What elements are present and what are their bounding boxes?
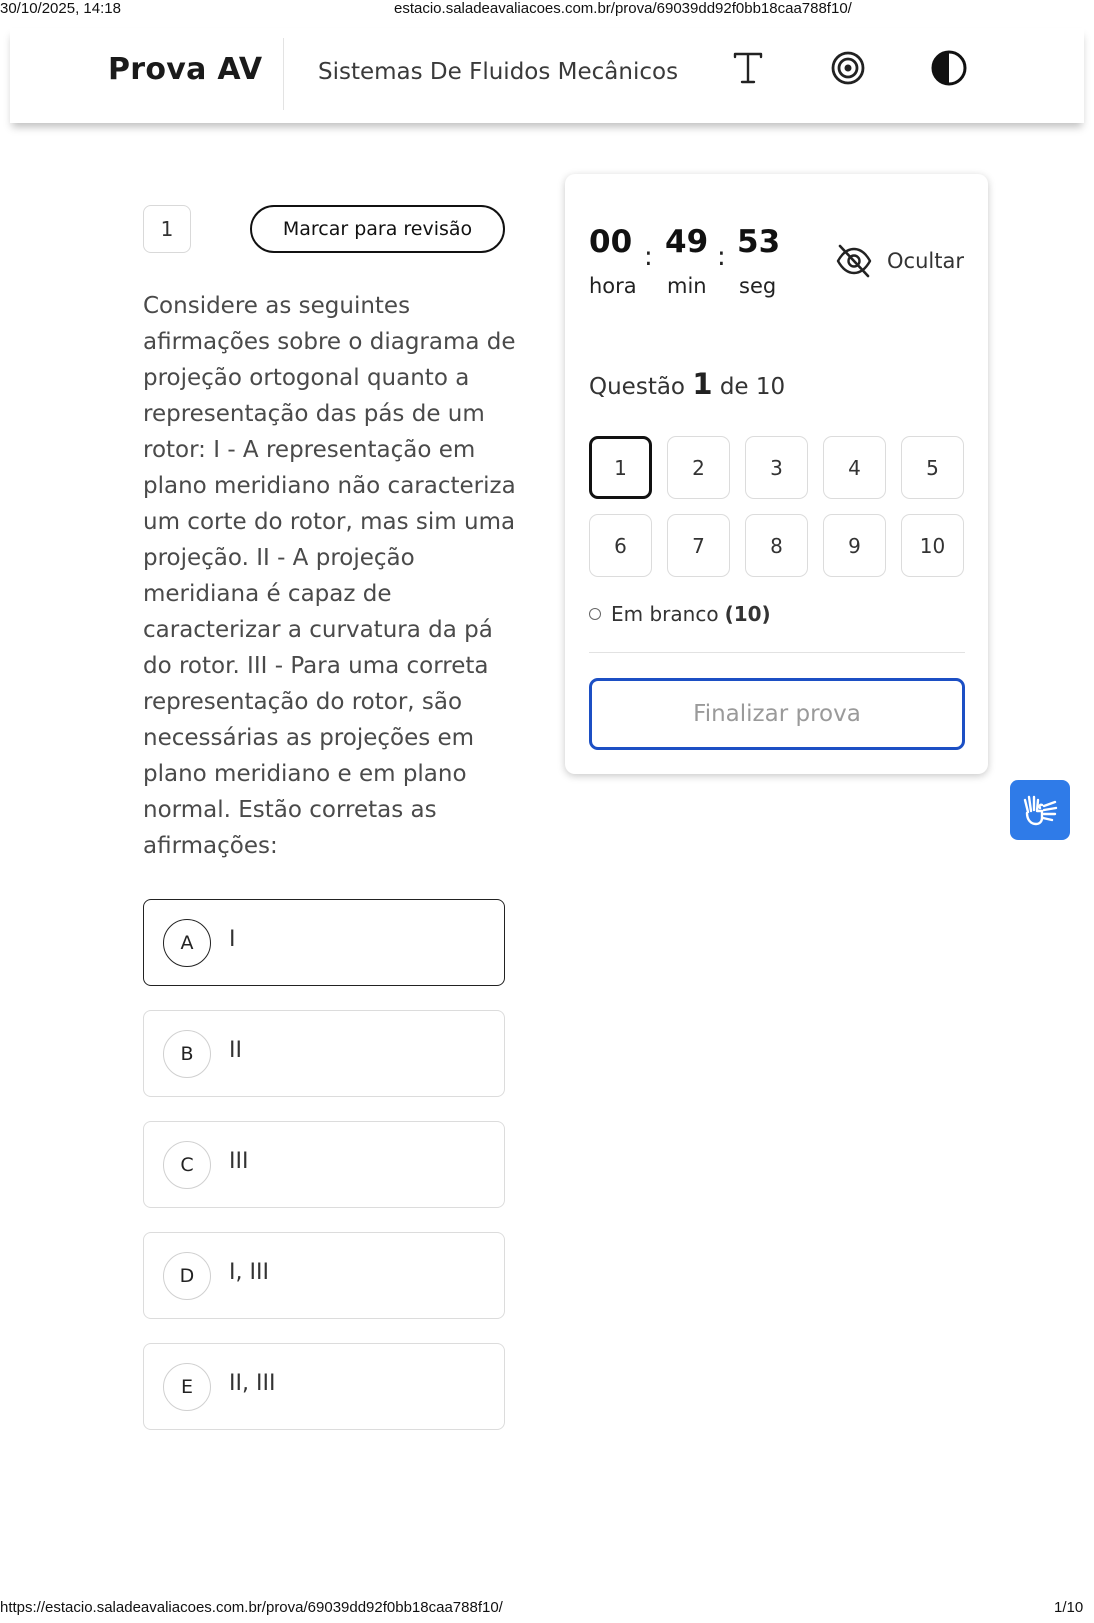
eye-off-icon [835, 242, 873, 280]
option-b[interactable] [143, 1010, 505, 1097]
exam-panel [565, 174, 988, 774]
question-nav-7[interactable]: 7 [667, 514, 730, 577]
hide-timer-button[interactable] [835, 242, 964, 280]
question-nav-5[interactable]: 5 [901, 436, 964, 499]
option-letter: B [163, 1030, 211, 1078]
timer-hours-label: hora [589, 274, 637, 298]
blank-status-icon [589, 608, 601, 620]
question-nav-4[interactable]: 4 [823, 436, 886, 499]
timer-minutes-label: min [667, 274, 707, 298]
print-datetime: 30/10/2025, 14:18 [0, 0, 121, 17]
timer-separator: : [717, 242, 726, 272]
question-nav-2[interactable]: 2 [667, 436, 730, 499]
finish-exam-button[interactable]: Finalizar prova [589, 678, 965, 750]
focus-target-icon[interactable] [828, 48, 868, 88]
option-text: I, III [229, 1260, 269, 1285]
option-e[interactable] [143, 1343, 505, 1430]
blank-count: (10) [724, 602, 771, 626]
question-counter-prefix: Questão [589, 374, 685, 400]
question-counter-current: 1 [692, 367, 713, 401]
option-text: III [229, 1149, 249, 1174]
hide-timer-label: Ocultar [887, 249, 964, 273]
question-nav-10[interactable]: 10 [901, 514, 964, 577]
timer-separator: : [644, 242, 653, 272]
print-page-number: 1/10 [1054, 1599, 1084, 1616]
option-a[interactable] [143, 899, 505, 986]
option-text: II [229, 1038, 242, 1063]
question-nav-1[interactable]: 1 [589, 436, 652, 499]
top-bar [10, 28, 1084, 123]
question-nav-9[interactable]: 9 [823, 514, 886, 577]
subject-title: Sistemas De Fluidos Mecânicos [318, 59, 679, 85]
panel-divider [589, 652, 965, 653]
print-footer-url: https://estacio.saladeavaliacoes.com.br/prova/69039dd92f0bb18caa788f10/ [0, 1599, 503, 1616]
option-text: I [229, 927, 236, 952]
blank-label: Em branco [611, 602, 719, 626]
option-letter: D [163, 1252, 211, 1300]
option-letter: A [163, 919, 211, 967]
question-nav-6[interactable]: 6 [589, 514, 652, 577]
timer-seconds: 53 [737, 224, 781, 260]
timer-seconds-label: seg [739, 274, 777, 298]
print-url-title: estacio.saladeavaliacoes.com.br/prova/69039dd92f0bb18caa788f10/ [394, 0, 852, 17]
option-letter: E [163, 1363, 211, 1411]
option-text: II, III [229, 1371, 276, 1396]
header-divider [283, 38, 284, 110]
sign-language-button[interactable] [1010, 780, 1070, 840]
blank-questions-status [589, 602, 771, 626]
mark-for-review-button[interactable]: Marcar para revisão [250, 205, 505, 253]
question-counter [589, 367, 785, 401]
timer-hours: 00 [589, 224, 633, 260]
question-nav-8[interactable]: 8 [745, 514, 808, 577]
text-size-icon[interactable] [728, 48, 768, 88]
page-title: Prova AV [108, 52, 263, 87]
timer-minutes: 49 [665, 224, 709, 260]
question-number-badge: 1 [143, 205, 191, 253]
question-counter-total: de 10 [719, 374, 786, 400]
option-d[interactable] [143, 1232, 505, 1319]
option-letter: C [163, 1141, 211, 1189]
contrast-icon[interactable] [929, 48, 969, 88]
option-c[interactable] [143, 1121, 505, 1208]
question-text: Considere as seguintes afirmações sobre o diagrama de projeção ortogonal quanto a representação das pás de um rotor: I - A representação em plano meridiano não caracteriza um corte do rotor, mas sim uma projeção. II - A projeção meridiana é capaz de caracterizar a curvatura da pá do rotor. III - Para uma correta representação do rotor, são necessárias as projeções em plano meridiano e em plano normal. Estão corretas as afirmações: [143, 293, 516, 859]
sign-language-hands-icon [1022, 792, 1058, 828]
question-nav-3[interactable]: 3 [745, 436, 808, 499]
